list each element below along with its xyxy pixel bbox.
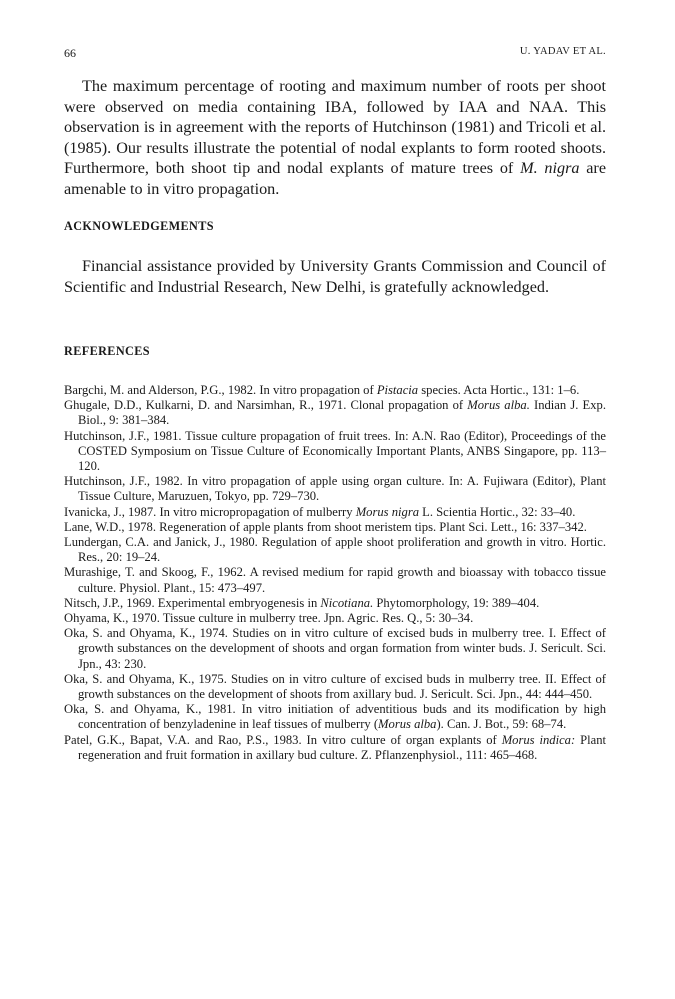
reference-text: ). Can. J. Bot., 59: 68–74.: [436, 717, 567, 732]
reference-item: [64, 565, 606, 595]
reference-text: Indian J. Exp. Biol., 9: 381–384.: [78, 398, 606, 428]
reference-text: Hutchinson, J.F., 1982. In vitro propagation of apple using organ culture. In: A. Fujiwara (Editor), Plant Tissue Culture, Maruzuen, Tokyo, pp. 729–730.: [64, 474, 606, 504]
reference-item: [64, 474, 606, 504]
reference-item: [64, 672, 606, 702]
reference-item: [64, 702, 606, 732]
reference-italic: Morus nigra: [355, 504, 420, 519]
page-number: 66: [64, 46, 76, 60]
reference-text: Ivanicka, J., 1987. In vitro micropropagation of mulberry: [64, 504, 356, 519]
reference-item: [64, 398, 606, 428]
reference-text: Hutchinson, J.F., 1981. Tissue culture propagation of fruit trees. In: A.N. Rao (Editor), Proceedings of the COSTED Symposium on Tissue Culture of Economically Important Plants, ANBS Singapore, pp. 113–120.: [64, 428, 606, 474]
reference-text: Oka, S. and Ohyama, K., 1975. Studies on in vitro culture of excised buds in mulberry tree. II. Effect of growth substances on the development of shoots from axillary bud. J. Sericult. Sci. Jpn., 44: 444–450.: [64, 671, 606, 702]
reference-text: Phytomorphology, 19: 389–404.: [373, 595, 540, 610]
reference-item: [64, 733, 606, 763]
acknowledgements-paragraph: Financial assistance provided by University Grants Commission and Council of Scientific and Industrial Research, New Delhi, is gratefully acknowledged.: [64, 257, 606, 296]
paper-page: [64, 46, 606, 763]
reference-item: [64, 611, 606, 626]
reference-text: Lundergan, C.A. and Janick, J., 1980. Regulation of apple shoot proliferation and growth in vitro. Hortic. Res., 20: 19–24.: [64, 535, 606, 565]
running-head: [64, 46, 606, 68]
reference-text: Oka, S. and Ohyama, K., 1974. Studies on in vitro culture of excised buds in mulberry tree. I. Effect of growth substances on the development of shoots and organ formation from winter buds. J. Sericult. Sci. Jpn., 43: 230.: [64, 626, 606, 671]
reference-text: Nitsch, J.P., 1969. Experimental embryogenesis in: [64, 595, 321, 610]
species-name: M. nigra: [520, 159, 580, 177]
paragraph-text: are amenable to in vitro propagation.: [64, 159, 607, 198]
reference-item: [64, 383, 606, 398]
acknowledgements-heading: ACKNOWLEDGEMENTS: [64, 219, 214, 233]
running-author: U. YADAV ET AL.: [519, 46, 606, 57]
reference-text: Bargchi, M. and Alderson, P.G., 1982. In vitro propagation of: [64, 383, 377, 397]
reference-item: [64, 520, 606, 535]
reference-text: Ohyama, K., 1970. Tissue culture in mulberry tree. Jpn. Agric. Res. Q., 5: 30–34.: [64, 611, 474, 626]
reference-text: Patel, G.K., Bapat, V.A. and Rao, P.S., 1983. In vitro culture of organ explants of: [64, 732, 502, 747]
reference-text: Murashige, T. and Skoog, F., 1962. A revised medium for rapid growth and bioassay with tobacco tissue culture. Physiol. Plant., 15: 473–497.: [64, 565, 606, 595]
reference-italic: Morus indica:: [501, 732, 576, 747]
reference-italic: Pistacia: [376, 383, 419, 397]
reference-text: Plant regeneration and fruit formation in axillary bud culture. Z. Pflanzenphysiol., 111: 465–468.: [78, 732, 607, 762]
paragraph-text: The maximum percentage of rooting and maximum number of roots per shoot were observed on media containing IBA, followed by IAA and NAA. This observation is in agreement with the reports of Hutchinson (1981) and Tricoli et al. (1985). Our results illustrate the potential of nodal explants to form rooted shoots. Furthermore, both shoot tip and nodal explants of mature trees of: [64, 77, 606, 177]
reference-item: [64, 429, 606, 475]
reference-list: [64, 383, 606, 763]
reference-item: [64, 626, 606, 672]
reference-item: [64, 596, 606, 611]
reference-text: Ghugale, D.D., Kulkarni, D. and Narsimhan, R., 1971. Clonal propagation of: [64, 398, 468, 413]
reference-text: Oka, S. and Ohyama, K., 1981. In vitro initiation of adventitious buds and its modification by high concentration of benzyladenine in leaf tissues of mulberry (: [64, 702, 606, 732]
results-paragraph: [64, 76, 606, 199]
reference-text: Lane, W.D., 1978. Regeneration of apple plants from shoot meristem tips. Plant Sci. Lett., 16: 337–342.: [64, 519, 587, 534]
reference-item: [64, 535, 606, 565]
reference-item: [64, 505, 606, 520]
reference-text: L. Scientia Hortic., 32: 33–40.: [419, 504, 576, 519]
reference-italic: Nicotiana.: [320, 595, 374, 610]
reference-italic: Morus alba.: [467, 398, 530, 413]
reference-italic: Morus alba: [378, 717, 437, 732]
references-heading: REFERENCES: [64, 344, 150, 358]
reference-text: species. Acta Hortic., 131: 1–6.: [418, 383, 580, 397]
